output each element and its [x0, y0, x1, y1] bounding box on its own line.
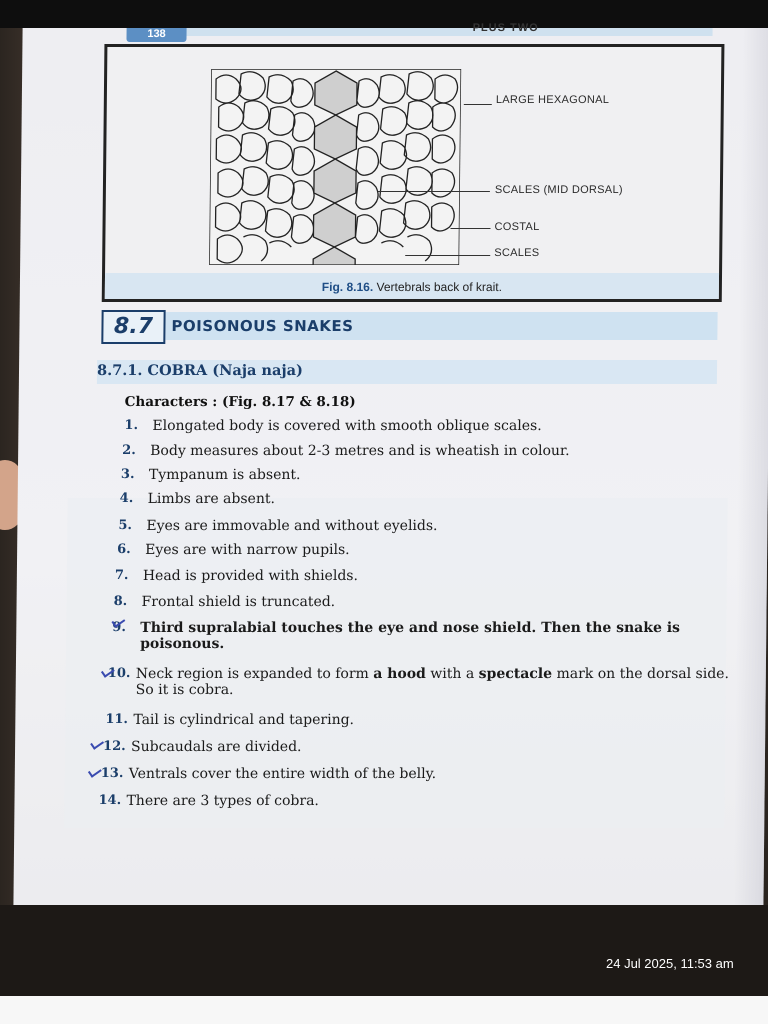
list-item: 9. Third supralabial touches the eye and nose shield. Then the snake is poisonous.: [112, 620, 681, 652]
snake-scales-illustration: [209, 69, 461, 265]
section-number: 8.7: [101, 310, 165, 344]
list-item: 14. There are 3 types of cobra.: [98, 793, 320, 809]
bottom-strip: [0, 996, 768, 1024]
list-item: 7. Head is provided with shields.: [114, 568, 359, 584]
list-item: 6. Eyes are with narrow pupils.: [117, 542, 350, 558]
subsection-header: [97, 360, 717, 384]
page-curl-shadow: [733, 28, 768, 908]
list-item: 10. Neck region is expanded to form a hood with a spectacle mark on the dorsal side. So it is cobra.: [107, 666, 730, 698]
figure-caption: [105, 280, 719, 294]
list-item: 3. Tympanum is absent.: [120, 467, 301, 483]
leader-line: [451, 228, 491, 229]
list-item: 4. Limbs are absent.: [119, 491, 276, 507]
label-mid-dorsal: SCALES (MID DORSAL): [494, 184, 623, 196]
leader-line: [378, 191, 490, 192]
list-item: 11. Tail is cylindrical and tapering.: [105, 712, 355, 728]
book-page: [13, 22, 768, 908]
page-number: 138: [126, 28, 186, 42]
list-item: 5. Eyes are immovable and without eyelids.: [118, 518, 438, 534]
label-large-hexagonal: LARGE HEXAGONAL: [495, 94, 610, 106]
label-scales: SCALES: [494, 247, 540, 259]
list-item: 13. Ventrals cover the entire width of the belly.: [100, 766, 437, 782]
list-item: 2. Body measures about 2-3 metres and is wheatish in colour.: [122, 443, 570, 459]
caption-ref: Fig. 8.16.: [321, 280, 374, 294]
running-header: PLUS TWO: [472, 22, 539, 34]
leader-line: [464, 104, 492, 105]
list-item: 12. Subcaudals are divided.: [103, 739, 302, 755]
figure-box: [102, 44, 725, 302]
photo-timestamp: 24 Jul 2025, 11:53 am: [606, 956, 734, 971]
leader-line: [405, 255, 490, 256]
top-dark-edge: [0, 0, 768, 28]
section-header: [101, 312, 717, 340]
section-title: POISONOUS SNAKES: [171, 317, 354, 335]
header-band: [173, 28, 713, 36]
subsection-title: 8.7.1. COBRA (Naja naja): [96, 362, 303, 379]
list-item: 8. Frontal shield is truncated.: [113, 594, 336, 610]
label-costal: COSTAL: [494, 221, 540, 233]
list-item: 1. Elongated body is covered with smooth oblique scales.: [124, 418, 542, 434]
characters-heading: Characters : (Fig. 8.17 & 8.18): [124, 394, 356, 410]
caption-text: Vertebrals back of krait.: [376, 280, 503, 294]
